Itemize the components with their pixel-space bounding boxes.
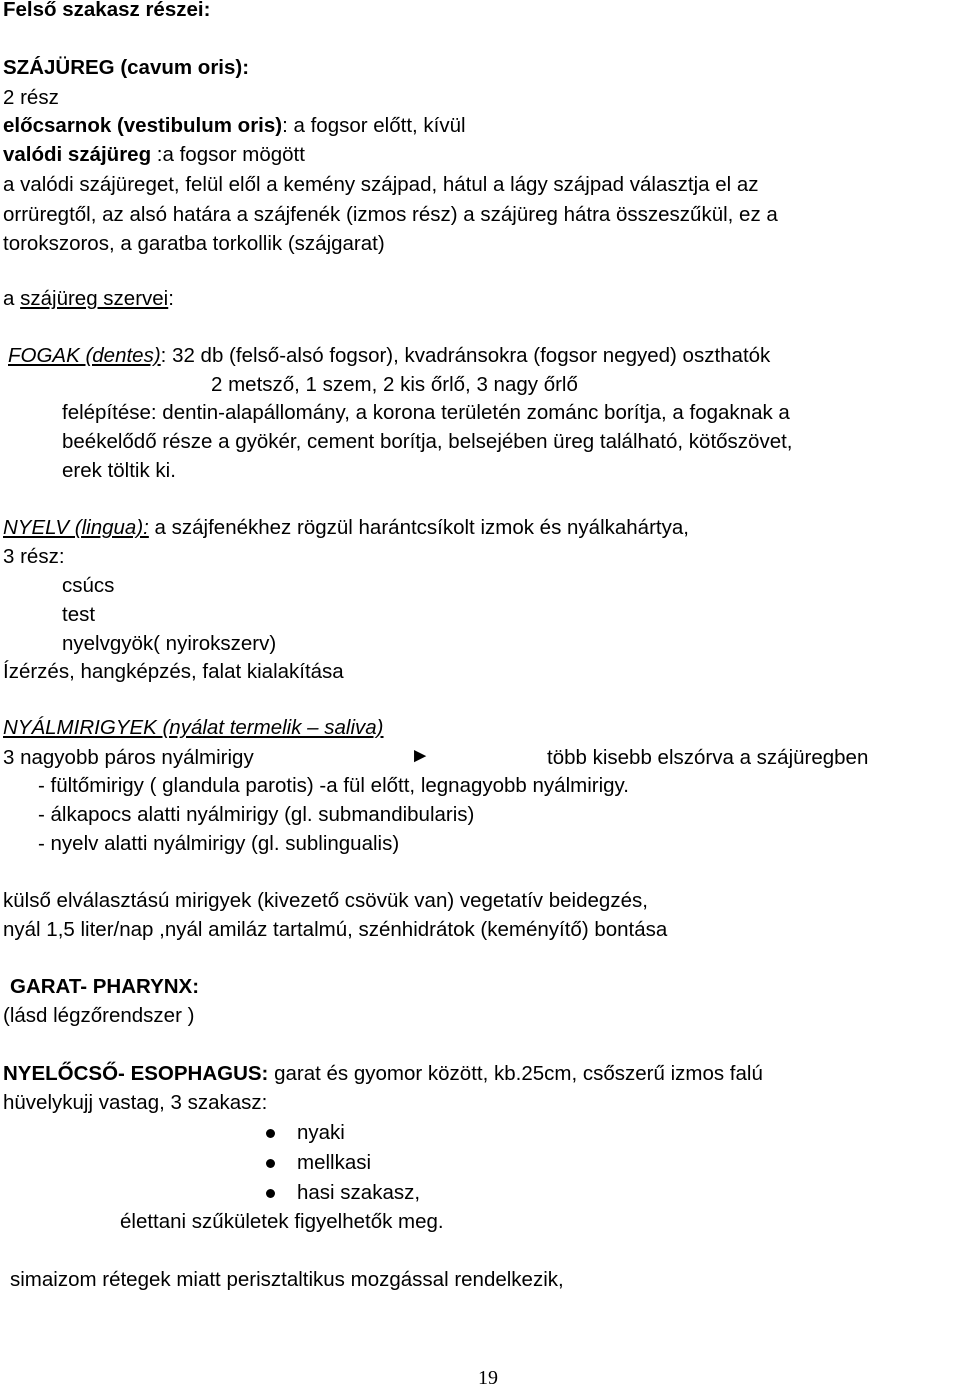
garat-note: (lásd légzőrendszer ) xyxy=(3,1004,195,1027)
fogak-structure-line: felépítése: dentin-alapállomány, a korona területén zománc borítja, a fogaknak a xyxy=(62,401,790,424)
elocsarnok-term: előcsarnok (vestibulum oris) xyxy=(3,114,283,137)
fogak-structure-line: beékelődő része a gyökér, cement borítja, belsejében üreg található, kötőszövet, xyxy=(62,430,793,453)
nyelocso-line xyxy=(3,1064,763,1085)
nyelocso-desc: garat és gyomor között, kb.25cm, csőszerű izmos falú xyxy=(268,1062,763,1085)
nyelv-line xyxy=(3,518,689,539)
nyelocso-heading: NYELŐCSŐ- ESOPHAGUS: xyxy=(3,1062,269,1085)
nyalmirigy-minor: több kisebb elszórva a szájüregben xyxy=(547,746,869,769)
fogak-structure-line: erek töltik ki. xyxy=(62,459,176,482)
nyalmirigyek-term: NYÁLMIRIGYEK (nyálat termelik – saliva) xyxy=(3,716,384,739)
fogak-types: 2 metsző, 1 szem, 2 kis őrlő, 3 nagy őrlő xyxy=(211,373,578,396)
garat-heading: GARAT- PHARYNX: xyxy=(10,975,200,998)
nyalmirigy-list-item: - álkapocs alatti nyálmirigy (gl. submandibularis) xyxy=(38,803,475,826)
nyelv-parts-label: 3 rész: xyxy=(3,545,65,568)
nyalmirigy-note-line: nyál 1,5 liter/nap ,nyál amiláz tartalmú, szénhidrátok (keményítő) bontása xyxy=(3,918,668,941)
nyelocso-desc2: hüvelykujj vastag, 3 szakasz: xyxy=(3,1091,268,1114)
arrow-right-icon: ► xyxy=(410,744,431,767)
nyalmirigy-note-line: külső elválasztású mirigyek (kivezető csövük van) vegetatív beidegzés, xyxy=(3,889,648,912)
fogak-desc: : 32 db (felső-alsó fogsor), kvadránsokra (fogsor negyed) oszthatók xyxy=(160,344,771,367)
bullet-icon xyxy=(266,1189,275,1198)
valodi-line xyxy=(3,145,305,166)
nyalmirigy-major: 3 nagyobb páros nyálmirigy xyxy=(3,746,254,769)
page-number: 19 xyxy=(478,1367,498,1389)
szajureg-heading: SZÁJÜREG (cavum oris): xyxy=(3,56,250,79)
szajureg-desc-line: torokszoros, a garatba torkollik (szájgarat) xyxy=(3,232,385,255)
fogak-term: FOGAK (dentes) xyxy=(8,344,161,367)
organs-suffix: : xyxy=(168,287,174,310)
nyelv-part: csúcs xyxy=(62,574,115,597)
nyelv-function: Ízérzés, hangképzés, falat kialakítása xyxy=(3,660,344,683)
nyelocso-section: mellkasi xyxy=(297,1151,372,1174)
bullet-icon xyxy=(266,1159,275,1168)
szajureg-desc-line: orrüregtől, az alsó határa a szájfenék (izmos rész) a szájüreg hátra összeszűkül, ez a xyxy=(3,203,778,226)
organs-prefix: a xyxy=(3,287,21,310)
szajureg-desc-line: a valódi szájüreget, felül elől a kemény szájpad, hátul a lágy szájpad választja el az xyxy=(3,173,759,196)
section-heading: Felső szakasz részei: xyxy=(3,0,211,21)
nyelv-part: test xyxy=(62,603,96,626)
nyalmirigy-list-item: - nyelv alatti nyálmirigy (gl. sublingualis) xyxy=(38,832,400,855)
nyalmirigy-list-item: - fültőmirigy ( glandula parotis) -a fül előtt, legnagyobb nyálmirigy. xyxy=(38,774,629,797)
valodi-desc: :a fogsor mögött xyxy=(151,143,305,166)
szajureg-organs-line xyxy=(3,289,174,310)
valodi-term: valódi szájüreg xyxy=(3,143,152,166)
nyelv-term: NYELV (lingua): xyxy=(3,516,149,539)
nyelocso-peristalsis: simaizom rétegek miatt perisztaltikus mozgással rendelkezik, xyxy=(10,1268,564,1291)
elocsarnok-line xyxy=(3,116,466,137)
szajureg-parts: 2 rész xyxy=(3,86,59,109)
nyelocso-narrowing: élettani szűkületek figyelhetők meg. xyxy=(120,1210,444,1233)
bullet-icon xyxy=(266,1129,275,1138)
nyelocso-section: nyaki xyxy=(297,1121,345,1144)
nyelocso-section: hasi szakasz, xyxy=(297,1181,421,1204)
organs-label: szájüreg szervei xyxy=(20,287,169,310)
nyelv-desc: a szájfenékhez rögzül harántcsíkolt izmok és nyálkahártya, xyxy=(148,516,689,539)
elocsarnok-desc: : a fogsor előtt, kívül xyxy=(282,114,466,137)
nyelv-part: nyelvgyök( nyirokszerv) xyxy=(62,632,277,655)
fogak-line xyxy=(3,346,770,367)
